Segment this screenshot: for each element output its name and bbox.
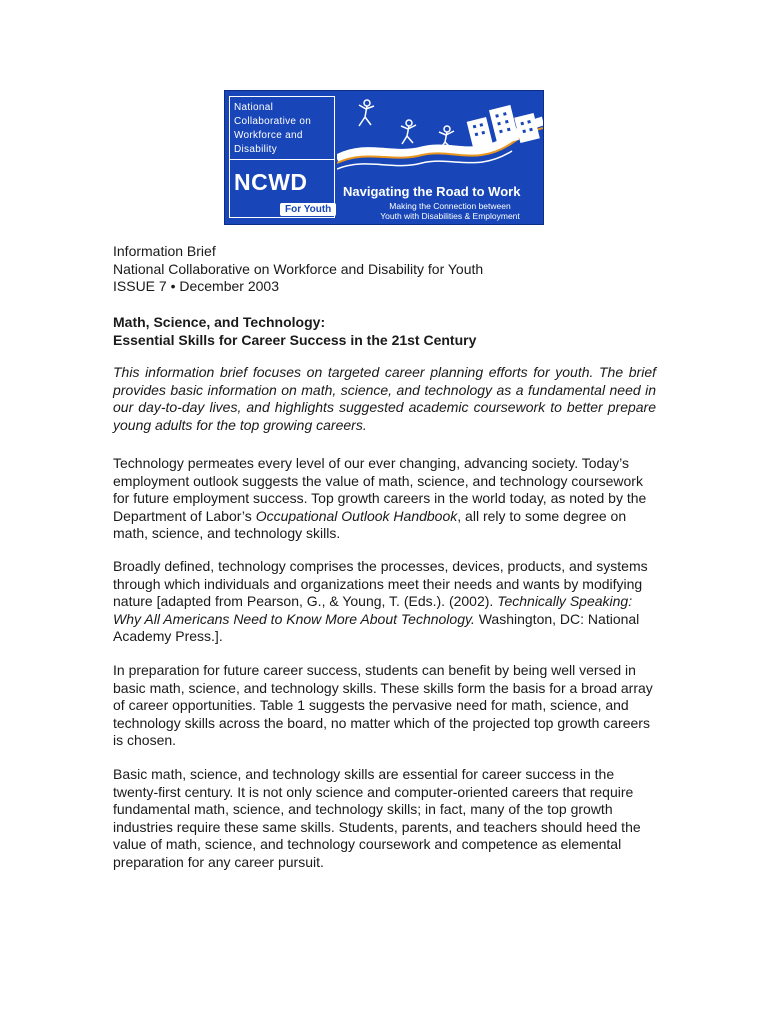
ncwd-acronym: NCWD [234, 169, 308, 195]
paragraph-text: , all rely to some degree on math, science, and technology skills. [113, 507, 627, 541]
for-youth-badge: For Youth [280, 203, 336, 216]
figure-one-icon [359, 100, 374, 126]
org-name-box [229, 96, 335, 218]
org-divider [230, 159, 334, 160]
intro-paragraph: This information brief focuses on targeted career planning efforts for youth. The brief provides basic information on math, science, and technology as a fundamental need in our day-to-day lives, and highlights suggested academic coursework to better prepare young adults for the top growing careers. [113, 364, 656, 433]
figure-two-icon [401, 120, 416, 144]
header-line: Information Brief [113, 243, 216, 259]
org-name [234, 101, 334, 157]
paragraph-text: Technology permeates every level of our ever changing, advancing society. Today’s employment outlook suggests the value of math, science, and technology coursework for future employment success. Top growth careers in the world today, as noted by the Department of Labor’s [113, 455, 647, 524]
org-name-line: Disability [234, 144, 278, 155]
paragraph-text: Broadly defined, technology comprises the processes, devices, products, and systems through which individuals and organizations meet their needs and wants by modifying nature [adapted from Pearson, G., & Young, T. (Eds.). (2002). [113, 558, 648, 609]
body-paragraph-4: Basic math, science, and technology skills are essential for career success in the twenty-first century. It is not only science and computer-oriented careers that require fundamental math, science, and technology skills; in fact, many of the top growth industries require these same skills. Students, parents, and teachers should heed the value of math, science, and technology coursework and competence as elemental preparation for any career pursuit. [113, 766, 641, 870]
banner-subtagline [365, 201, 535, 221]
subtagline-line: Making the Connection between [389, 201, 511, 211]
org-name-line: National [234, 102, 274, 113]
body-paragraph-1 [113, 455, 656, 543]
title-line: Essential Skills for Career Success in the 21st Century [113, 331, 477, 348]
document-header [113, 243, 656, 296]
body-paragraph-3: In preparation for future career success, students can benefit by being well versed in basic math, science, and technology skills. These skills form the basis for a broad array of career opportunities. Table 1 suggests the pervasive need for math, science, and technology skills across the board, no matter which of the projected top growth careers is chosen. [113, 662, 653, 748]
header-line: National Collaborative on Workforce and Disability for Youth [113, 260, 484, 277]
body-paragraph-2 [113, 558, 656, 646]
document-title [113, 314, 656, 349]
title-line: Math, Science, and Technology: [113, 314, 326, 330]
paragraph-text: Washington, DC: National Academy Press.]. [113, 610, 640, 644]
header-line: ISSUE 7 • December 2003 [113, 278, 279, 294]
subtagline-line: Youth with Disabilities & Employment [380, 211, 520, 221]
cited-title: Occupational Outlook Handbook [255, 507, 458, 524]
org-name-line: Workforce and [234, 130, 303, 141]
banner-tagline: Navigating the Road to Work [343, 184, 521, 199]
org-name-line: Collaborative on [234, 116, 312, 127]
ncwd-logo-banner [224, 90, 544, 225]
road-illustration [337, 93, 543, 181]
cited-title: Technically Speaking: Why All Americans Need to Know More About Technology. [113, 593, 633, 627]
